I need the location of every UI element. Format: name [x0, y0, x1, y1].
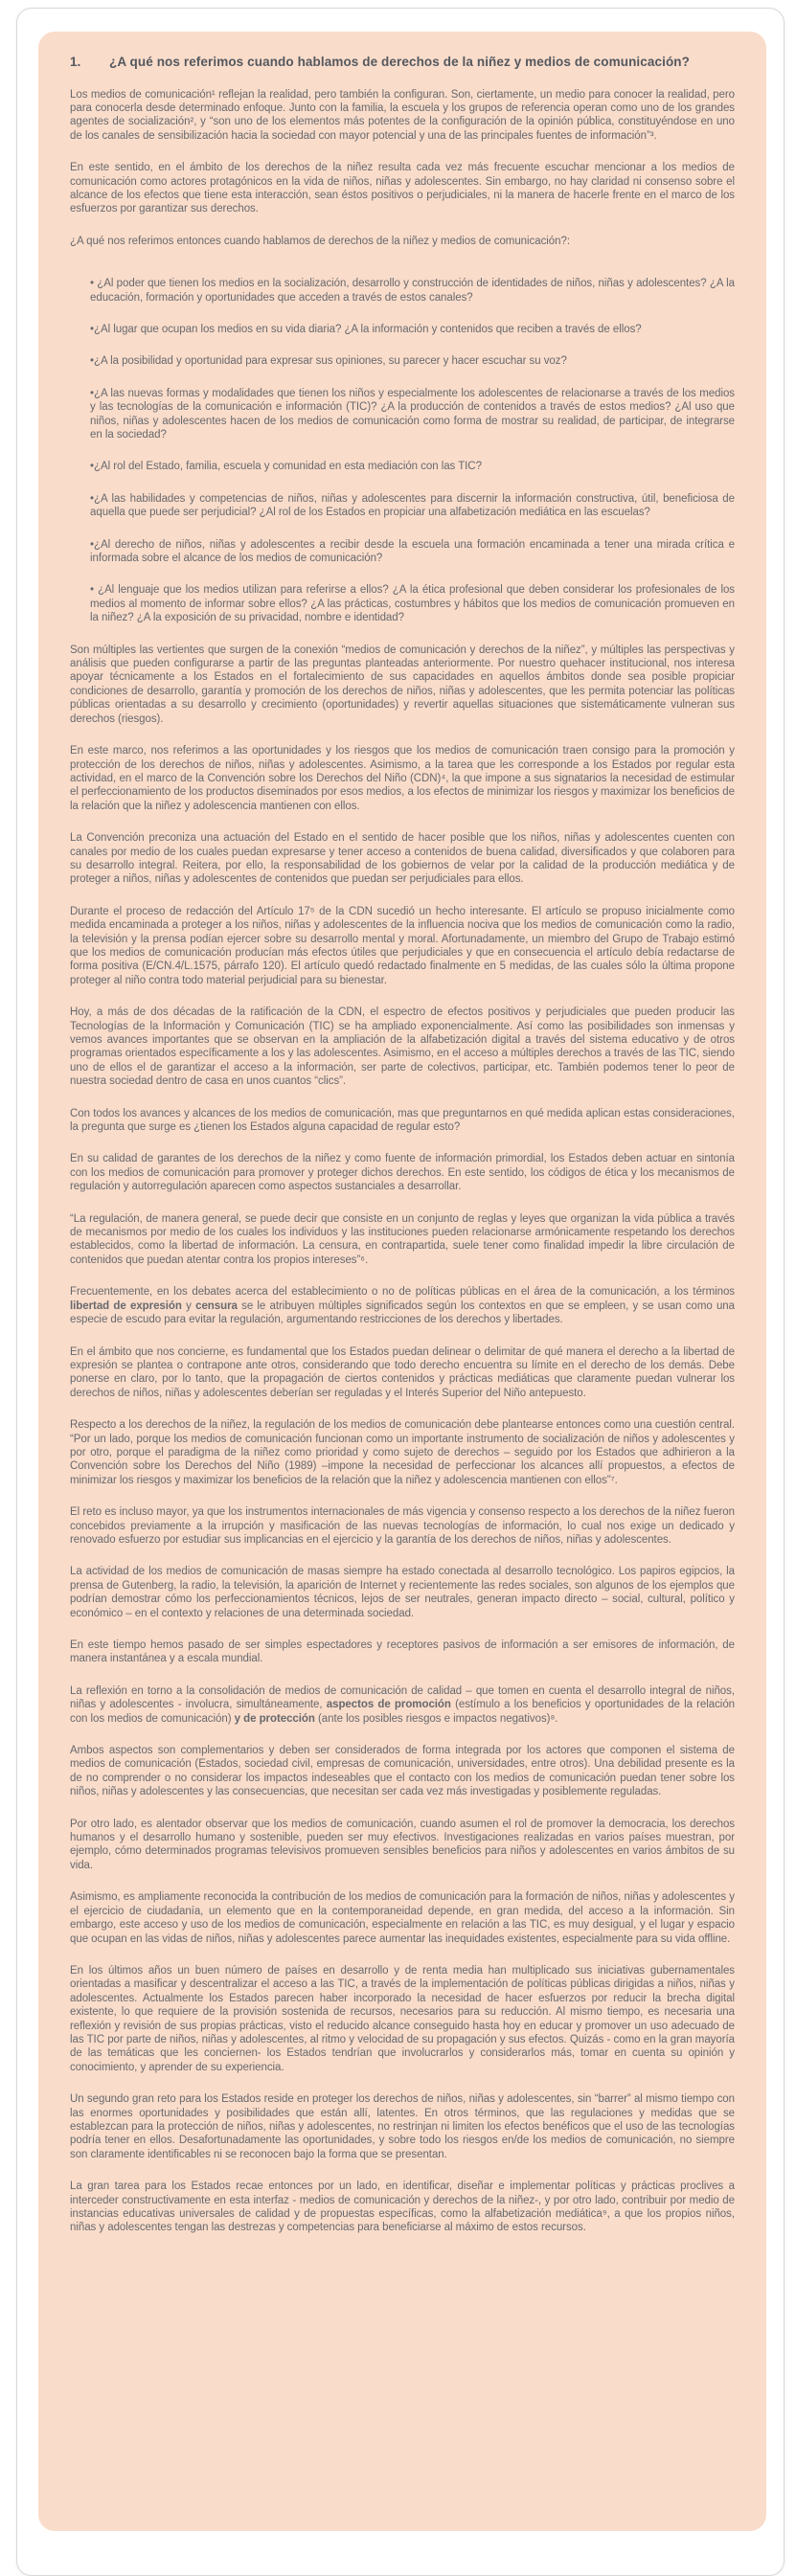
text-segment: Con todos los avances y alcances de los medios de comunicación, mas que preguntarnos en qué medida aplican estas consideraciones, la pregunta que surge es ¿tienen los Estados alguna capacidad de regular esto? — [70, 1107, 735, 1134]
bold-text: aspectos de promoción — [326, 1699, 451, 1711]
paragraph — [70, 831, 735, 887]
text-segment: •¿A la posibilidad y oportunidad para expresar sus opiniones, su parecer y hacer escuchar su voz? — [90, 355, 567, 368]
text-segment: • ¿Al lenguaje que los medios utilizan para referirse a ellos? ¿A la ética profesional que deben considerar los profesionales de los medios al momento de informar sobre ellos? ¿A las prácticas, costumbres y hábitos que los medios de comunicación promueven en la niñez? ¿A la exposición de su privacidad, nombre e identidad? — [90, 584, 735, 624]
text-segment: La reflexión en torno a la consolidación de medios de comunicación de calidad – que tomen en cuenta el desarrollo integral de niños, niñas y adolescentes - involucra, simultáneamente, — [70, 1684, 735, 1711]
bullet-item — [90, 538, 735, 566]
bold-text: censura — [195, 1299, 238, 1312]
text-segment: Son múltiples las vertientes que surgen de la conexión “medios de comunicación y derechos de la niñez”, y múltiples las perspectivas y análisis que pueden configurarse a partir de las preguntas planteadas anteriormente. Por nuestro quehacer institucional, nos interesa apoyar técnicamente a los Estados en el fortalecimiento de sus capacidades en aquellos ámbitos donde sea posible propiciar condiciones de desarrollo, garantía y promoción de los derechos de niños, niñas y adolescentes, que les permita potenciar las políticas públicas orientadas a su desarrollo y crecimiento (oportunidades) y revertir aquellas situaciones que sistemáticamente vulneran sus derechos (riesgos). — [70, 644, 735, 725]
section-heading — [70, 54, 735, 71]
text-segment: ¿A qué nos referimos entonces cuando hablamos de derechos de la niñez y medios de comunicación?: — [70, 235, 570, 247]
text-segment: (estímulo a los beneficios y oportunidades de la relación con los medios de comunicación) — [70, 1699, 736, 1725]
text-segment: El reto es incluso mayor, ya que los instrumentos internacionales de más vigencia y consenso respecto a los derechos de la niñez fueron concebidos previamente a la irrupción y masificación de las nuevas tecnologías de información, lo cual nos exige un dedicado y renovado esfuerzo por estudiar sus implicancias en el ejercicio y la garantía de los derechos de niños, niñas y adolescentes. — [70, 1506, 735, 1546]
text-segment: •¿Al rol del Estado, familia, escuela y comunidad en esta mediación con las TIC? — [90, 461, 482, 473]
text-segment: Los medios de comunicación¹ reflejan la realidad, pero también la configuran. Son, ciertamente, un medio para conocer la realidad, pero para conocerla desde determinado enfoque. Junto con la familia, la escuela y los grupos de referencia operan como uno de los grandes agentes de socialización², y “son uno de los elementos más potentes de la configuración de la opinión pública, constituyéndose en uno de los canales de sensibilización hacia la sociedad con mayor potencial y una de las principales fuentes de información”³. — [70, 88, 735, 142]
paragraph — [70, 1107, 735, 1135]
page-title: ¿A qué nos referimos cuando hablamos de derechos de la niñez y medios de comunicación? — [109, 55, 690, 69]
paragraph — [70, 1285, 735, 1326]
paragraph — [70, 2180, 735, 2235]
paragraph — [70, 161, 735, 216]
text-segment: •¿A las habilidades y competencias de niños, niñas y adolescentes para discernir la información constructiva, útil, beneficiosa de aquella que puede ser perjudicial? ¿Al rol de los Estados en propiciar una alfabetización mediática en las escuelas? — [90, 492, 735, 519]
text-segment: La gran tarea para los Estados recae entonces por un lado, en identificar, diseñar e implementar políticas y prácticas proclives a interceder constructivamente en esta interfaz - medios de comunicación y derechos de la niñez-, y por otro lado, contribuir por medio de instancias educativas universales de calidad y de propuestas específicas, como la alfabetización mediática⁹, a que los propios niños, niñas y adolescentes tengan las destrezas y competencias para beneficiarse al máximo de estos recursos. — [70, 2181, 735, 2234]
text-segment: La Convención preconiza una actuación del Estado en el sentido de hacer posible que los niños, niñas y adolescentes cuenten con canales por medio de los cuales puedan expresarse y tener acceso a contenidos de buena calidad, diversificados y que colaboren para su desarrollo integral. Reitera, por ello, la responsabilidad de los gobiernos de velar por la calidad de la producción mediática y de proteger a niños, niñas y adolescentes de contenidos que puedan ser perjudiciales para ellos. — [70, 832, 735, 886]
text-segment: En el ámbito que nos concierne, es fundamental que los Estados puedan delinear o delimitar de qué manera el derecho a la libertad de expresión se plantea o contrapone ante otros, considerando que todo derecho encuentra su límite en el derecho de los demás. Debe ponerse en claro, por lo tanto, que la propagación de ciertos contenidos y prácticas mediáticas que claramente puedan vulnerar los derechos de niños, niñas y adolescentes deberían ser reguladas y el Interés Superior del Niño antepuesto. — [70, 1345, 735, 1399]
text-segment: Por otro lado, es alentador observar que los medios de comunicación, cuando asumen el rol de promover la democracia, los derechos humanos y el desarrollo humano y sostenible, pueden ser muy efectivos. Investigaciones realizadas en varios países muestran, por ejemplo, cómo determinados programas televisivos promueven sensibles beneficios para niños y adolescentes en varios ámbitos de su vida. — [70, 1818, 735, 1871]
text-segment: •¿A las nuevas formas y modalidades que tienen los niños y especialmente los adolescentes de relacionarse a través de los medios y las tecnologías de la comunicación e información (TIC)? ¿A la producción de contenidos a través de estos medios? ¿Al uso que niños, niñas y adolescentes hacen de los medios de comunicación como forma de mostrar su realidad, de participar, de integrarse en la sociedad? — [90, 387, 735, 441]
document-body — [70, 88, 735, 2235]
paragraph — [70, 644, 735, 726]
bullet-item — [90, 583, 735, 624]
text-segment: En los últimos años un buen número de países en desarrollo y de renta media han multiplicado sus iniciativas gubernamentales orientadas a masificar y descentralizar el acceso a las TIC, a través de la implementación de políticas públicas dirigidas a niños, niñas y adolescentes. Actualmente los Estados parecen haber incorporado la necesidad de hacer esfuerzos por reducir la brecha digital existente, lo que requiere de la provisión sostenida de recursos, necesarios para su reducción. Al mismo tiempo, es necesaria una reflexión y revisión de sus propias prácticas, visto el reducido alcance conseguido hasta hoy en educar y promover un uso adecuado de las TIC por parte de niños, niñas y adolescentes, al ritmo y velocidad de su propagación y sus efectos. Quizás - como en la gran mayoría de las temáticas que les conciernen- los Estados tendrían que involucrarlos y considerarlos más, tomar en cuenta su opinión y conocimiento, y aprender de su experiencia. — [70, 1964, 735, 2073]
text-segment: La actividad de los medios de comunicación de masas siempre ha estado conectada al desarrollo tecnológico. Los papiros egipcios, la prensa de Gutenberg, la radio, la televisión, la aparición de Internet y recientemente las redes sociales, son algunos de los ejemplos que podrían demostrar cómo los perfeccionamientos técnicos, lejos de ser neutrales, generan impacto directo – social, cultural, político y económico – en el contexto y relaciones de una determinada sociedad. — [70, 1566, 735, 1619]
paragraph — [70, 1006, 735, 1088]
paragraph — [70, 1818, 735, 1873]
text-segment: •¿Al lugar que ocupan los medios en su vida diaria? ¿A la información y contenidos que reciben a través de ellos? — [90, 323, 642, 335]
text-segment: Hoy, a más de dos décadas de la ratificación de la CDN, el espectro de efectos positivos y perjudiciales que pueden producir las Tecnologías de la Información y Comunicación (TIC) se ha ampliado exponencialmente. Así como las posibilidades son inmensas y vemos avances importantes que se observan en la ampliación de la alfabetización digital a través del sistema educativo y de otros programas orientados específicamente a los y las adolescentes. Asimismo, en el acceso a múltiples derechos a través de las TIC, siendo uno de ellos el de garantizar el acceso a la información, ser parte de colectivos, participar, etc. También podemos tener lo peor de nuestra sociedad dentro de casa en unos cuantos “clics”. — [70, 1006, 735, 1088]
bullet-item — [90, 460, 735, 473]
text-segment: (ante los posibles riesgos e impactos negativos)⁸. — [314, 1712, 558, 1725]
bullet-item — [90, 323, 735, 336]
paragraph — [70, 1638, 735, 1666]
paragraph — [70, 1744, 735, 1799]
paragraph — [70, 2092, 735, 2161]
bullet-item — [90, 277, 735, 305]
content-panel — [38, 32, 766, 2531]
paragraph — [70, 905, 735, 987]
text-segment: se le atribuyen múltiples significados según los contextos en que se empleen, y se usan como una especie de escudo para evitar la regulación, argumentando restricciones de los derechos y libertades. — [70, 1299, 736, 1326]
bullet-item — [90, 387, 735, 442]
text-segment: “La regulación, de manera general, se puede decir que consiste en un conjunto de reglas y leyes que organizan la vida pública a través de mecanismos por medio de los cuales los individuos y las instituciones pueden relacionarse armónicamente respetando los derechos establecidos, como la libertad de información. La censura, en contrapartida, suele tener como finalidad impedir la libre circulación de contenidos que puedan atentar contra los propios intereses”⁶. — [70, 1212, 735, 1266]
text-segment: Frecuentemente, en los debates acerca del establecimiento o no de políticas públicas en el área de la comunicación, a los términos — [70, 1286, 735, 1299]
paragraph — [70, 744, 735, 813]
paragraph — [70, 235, 735, 248]
text-segment: En este tiempo hemos pasado de ser simples espectadores y receptores pasivos de información a ser emisores de información, de manera instantánea y a escala mundial. — [70, 1639, 735, 1665]
text-segment: Asimismo, es ampliamente reconocida la contribución de los medios de comunicación para la formación de niños, niñas y adolescentes y el ejercicio de ciudadanía, un elemento que en la contemporaneidad depende, en gran medida, del acceso a la información. Sin embargo, este acceso y uso de los medios de comunicación, especialmente en relación a las TIC, es muy desigual, y el lugar y espacio que ocupan en las vidas de niños, niñas y adolescentes parece aumentar las inequidades existentes, especialmente para su vida offline. — [70, 1891, 735, 1945]
text-segment: Ambos aspectos son complementarios y deben ser considerados de forma integrada por los actores que componen el sistema de medios de comunicación (Estados, sociedad civil, empresas de comunicación, universidades, entre otros). Una debilidad presente es la de no comprender o no considerar los impactos indeseables que el contacto con los medios de comunicación puedan tener sobre los niños, niñas y adolescentes y las consecuencias, que necesitan ser cada vez más investigadas y posiblemente reguladas. — [70, 1745, 735, 1798]
text-segment: Durante el proceso de redacción del Artículo 17⁵ de la CDN sucedió un hecho interesante. El artículo se propuso inicialmente como medida encaminada a proteger a los niños, niñas y adolescentes de la influencia nociva que los medios de comunicación como la radio, la televisión y la prensa podían ejercer sobre su desarrollo mental y moral. Afortunadamente, un miembro del Grupo de Trabajo estimó que los medios de comunicación producían más efectos útiles que perjudiciales y que en consecuencia el artículo debía redactarse de forma positiva (E/CN.4/L.1575, párrafo 120). El artículo quedó redactado finalmente en 5 medidas, de las cuales sólo la última propone proteger al niño contra todo material perjudicial para su bienestar. — [70, 905, 735, 986]
paragraph — [70, 1345, 735, 1401]
text-segment: En su calidad de garantes de los derechos de la niñez y como fuente de información primordial, los Estados deben actuar en sintonía con los medios de comunicación para promover y proteger dichos derechos. En este sentido, los códigos de ética y los mecanismos de regulación y autorregulación aparecen como aspectos sustanciales a desarrollar. — [70, 1153, 735, 1193]
paragraph — [70, 1212, 735, 1268]
paragraph — [70, 1418, 735, 1487]
paragraph — [70, 1964, 735, 2074]
text-segment: Respecto a los derechos de la niñez, la regulación de los medios de comunicación debe plantearse entonces como una cuestión central. “Por un lado, porque los medios de comunicación funcionan como un importante instrumento de socialización de niños y adolescentes y por otro, porque el paradigma de la niñez como prioridad y como sujeto de derechos – seguido por los Estados que adhirieron a la Convención sobre los Derechos del Niño (1989) –impone la necesidad de perfeccionar los alcances allí propuestos, a efectos de minimizar los riesgos y maximizar los beneficios de la relación que la niñez y adolescencia mantienen con ellos”⁷. — [70, 1419, 735, 1486]
bold-text: y de protección — [234, 1712, 315, 1725]
page — [16, 8, 785, 2576]
paragraph — [70, 88, 735, 144]
text-segment: • ¿Al poder que tienen los medios en la socialización, desarrollo y construcción de identidades de niños, niñas y adolescentes? ¿A la educación, formación y oportunidades que acceden a través de estos canales? — [90, 278, 735, 304]
section-number: 1. — [70, 55, 81, 69]
text-segment: En este marco, nos referimos a las oportunidades y los riesgos que los medios de comunicación traen consigo para la promoción y protección de los derechos de niños, niñas y adolescentes. Asimismo, a la tarea que les corresponde a los Estados por regular esta actividad, en el marco de la Convención sobre los Derechos del Niño (CDN)⁴, la que impone a sus signatarios la necesidad de estimular el perfeccionamiento de los productos diseminados por esos medios, a los efectos de minimizar los riesgos y maximizar los beneficios de la relación que la niñez y adolescencia mantienen con ellos. — [70, 745, 735, 812]
text-segment: y — [181, 1299, 196, 1312]
paragraph — [70, 1505, 735, 1547]
bullet-item — [90, 492, 735, 520]
paragraph — [70, 1890, 735, 1946]
text-segment: En este sentido, en el ámbito de los derechos de la niñez resulta cada vez más frecuente escuchar mencionar a los medios de comunicación como actores protagónicos en la vida de niños, niñas y adolescentes. Sin embargo, no hay claridad ni consenso sobre el alcance de los efectos que tiene esta interacción, sean éstos positivos o perjudiciales, ni la manera de hacerle frente en el marco de los esfuerzos por garantizar sus derechos. — [70, 162, 735, 215]
bold-text: libertad de expresión — [70, 1299, 182, 1312]
bullet-item — [90, 354, 735, 368]
paragraph — [70, 1565, 735, 1620]
text-segment: •¿Al derecho de niños, niñas y adolescentes a recibir desde la escuela una formación encaminada a tener una mirada crítica e informada sobre el alcance de los medios de comunicación? — [90, 538, 735, 565]
paragraph — [70, 1684, 735, 1726]
paragraph — [70, 1152, 735, 1193]
text-segment: Un segundo gran reto para los Estados reside en proteger los derechos de niños, niñas y adolescentes, sin “barrer” al mismo tiempo con las enormes oportunidades y posibilidades que están allí, latentes. En otros términos, que las regulaciones y medidas que se establezcan para la protección de niños, niñas y adolescentes, no restrinjan ni limiten los efectos benéficos que el uso de las tecnologías podría tener en ellos. Desafortunadamente las oportunidades, y sobre todo los riesgos en/de los medios de comunicación, no siempre son claramente identificables ni se reconocen bajo la forma que se presentan. — [70, 2093, 735, 2160]
